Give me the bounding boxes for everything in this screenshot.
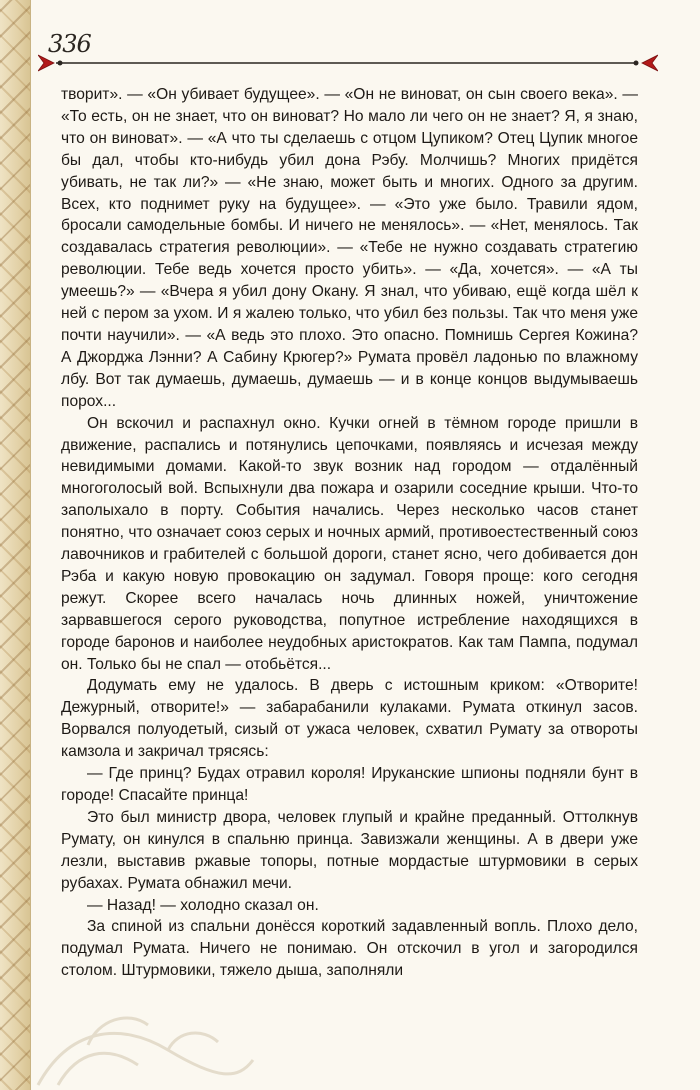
page-number: 336 xyxy=(48,30,91,58)
body-text xyxy=(61,84,638,982)
paragraph: — Где принц? Будах отравил короля! Ируканские шпионы подняли бунт в городе! Спасайте принца! xyxy=(61,765,638,804)
decorative-border xyxy=(0,0,31,1090)
paragraph: творит». — «Он убивает будущее». — «Он не виноват, он сын своего века». — «То есть, он не знает, что он виноват? Но мало ли чего он не знает? Я, я знаю, что он виноват». — «А что ты сделаешь с отцом Цупиком? Отец Цупик многое бы дал, чтобы кто-нибудь убил дона Рэбу. Молчишь? Многих придётся убивать, не так ли?» — «Не знаю, может быть и многих. Одного за другим. Всех, кто поднимет руку на будущее». — «Это уже было. Травили ядом, бросали самодельные бомбы. И ничего не менялось». — «Нет, менялось. Так создавалась стратегия революции». — «Тебе не нужно создавать стратегию революции. Тебе ведь хочется просто убить». — «Да, хочется». — «А ты умеешь?» — «Вчера я убил дону Окану. Я знал, что убиваю, ещё когда шёл к ней с пером за ухом. И я жалею только, что убил без пользы. Так что меня уже почти научили». — «А ведь это плохо. Это опасно. Помнишь Сергея Кожина? А Джорджа Лэнни? А Сабину Крюгер?» Румата провёл ладонью по влажному лбу. Вот так думаешь, думаешь, думаешь — и в конце концов выдумываешь порох... xyxy=(61,86,638,410)
paragraph: Он вскочил и распахнул окно. Кучки огней в тёмном городе пришли в движение, распались и потянулись цепочками, появляясь и исчезая между невидимыми домами. Какой-то звук возник над городом — отдалённый многоголосый вой. Вспыхнули два пожара и озарили соседние крыши. Что-то заполыхало в порту. События начались. Через несколько часов станет понятно, что означает союз серых и ночных армий, противоестественный союз лавочников и грабителей с большой дороги, станет ясно, чего добивается дон Рэба и какую новую провокацию он задумал. Говоря проще: кого сегодня режут. Скорее всего началась ночь длинных ножей, уничтожение зарвавшегося серого руководства, попутное истребление находящихся в городе баронов и наиболее неудобных аристократов. Как там Пампа, подумал он. Только бы не спал — отобьётся... xyxy=(61,414,638,673)
paragraph: — Назад! — холодно сказал он. xyxy=(87,896,319,914)
paragraph: Это был министр двора, человек глупый и крайне преданный. Оттолкнув Румату, он кинулся в спальню принца. Завизжали женщины. А в двери уже лезли, выставив ржавые топоры, потные мордастые штурмовики в серых рубахах. Румата обнажил мечи. xyxy=(61,808,638,892)
paragraph: Додумать ему не удалось. В дверь с истошным криком: «Отворите! Дежурный, отворите!» — забарабанили кулаками. Румата откинул засов. Ворвался полуодетый, сизый от ужаса человек, схватил Румату за отвороты камзола и закричал трясясь: xyxy=(61,677,638,761)
paragraph: За спиной из спальни донёсся короткий задавленный вопль. Плохо дело, подумал Румата. Ничего не понимаю. Он отскочил в угол и загородился столом. Штурмовики, тяжело дыша, заполняли xyxy=(61,918,638,980)
header-ornament xyxy=(38,50,658,76)
page-header xyxy=(38,28,658,78)
